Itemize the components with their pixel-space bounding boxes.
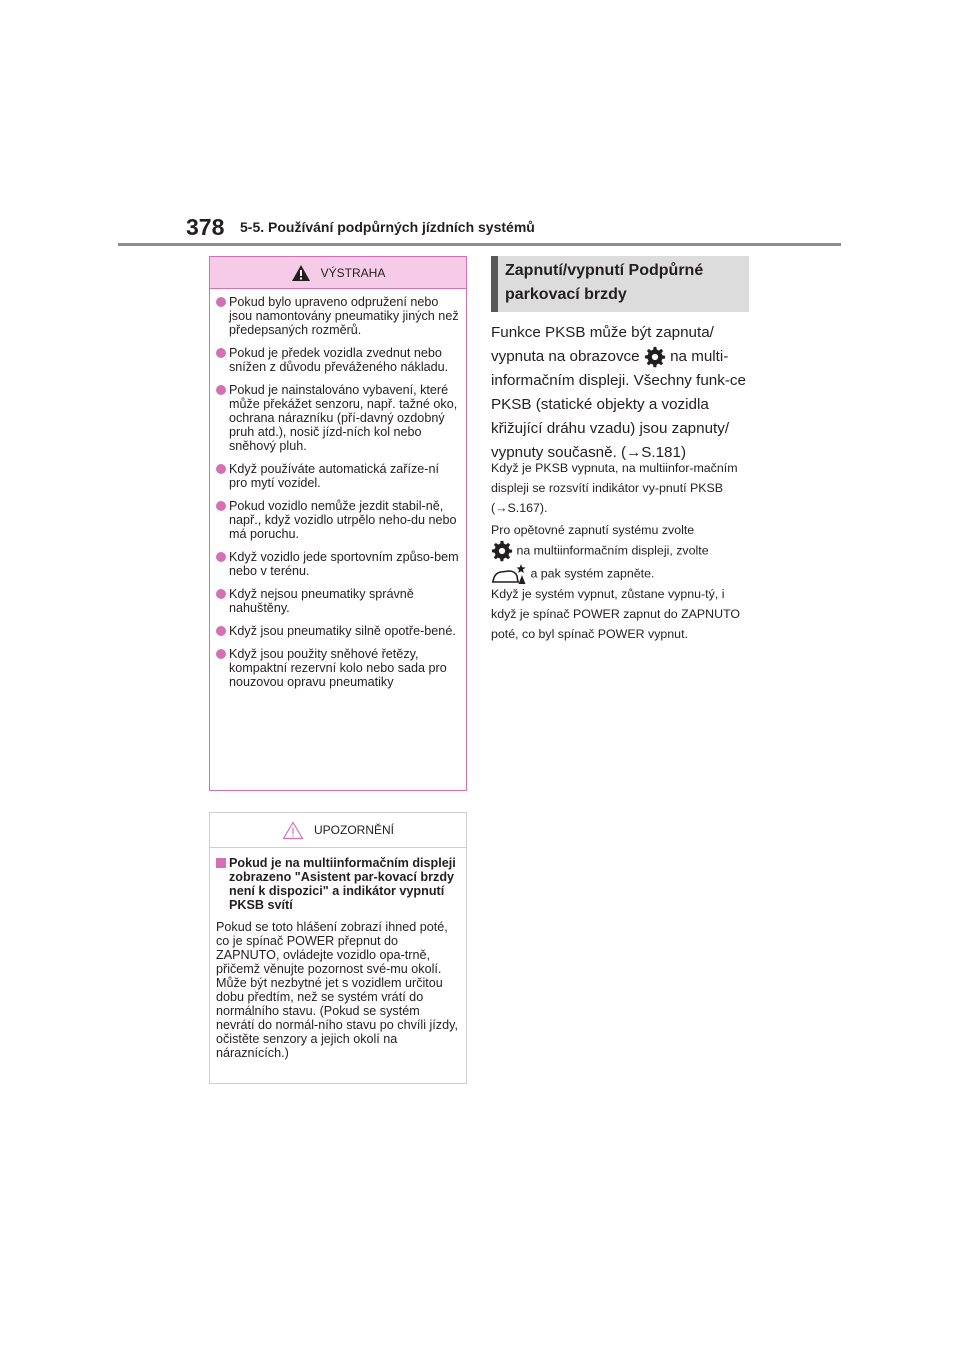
section-title: 5-5. Používání podpůrných jízdních systémů xyxy=(240,219,535,235)
paragraph-power-state: Když je systém vypnut, zůstane vypnu-tý, i když je spínač POWER zapnut do ZAPNUTO poté, co byl spínač POWER vypnut. xyxy=(491,587,741,641)
caution-triangle-icon xyxy=(282,821,304,840)
notice-box xyxy=(209,812,467,1084)
list-item: Pokud je předek vozidla zvednut nebo snížen z důvodu převáženého nákladu. xyxy=(216,346,460,374)
bullet-icon xyxy=(216,589,226,599)
warning-box xyxy=(209,256,467,791)
bullet-icon xyxy=(216,649,226,659)
list-item: Když používáte automatická zaříze-ní pro mytí vozidel. xyxy=(216,462,460,490)
gear-icon xyxy=(491,540,513,562)
heading-bar xyxy=(491,256,498,312)
bullet-icon xyxy=(216,552,226,562)
paragraph-reenable: Pro opětovné zapnutí systému zvolte na multiinformačním displeji, zvolte a pak systém zapněte. xyxy=(491,520,753,586)
header-rule xyxy=(118,243,841,246)
bullet-icon xyxy=(216,464,226,474)
gear-icon xyxy=(644,346,666,368)
list-item: Když jsou pneumatiky silně opotře-bené. xyxy=(216,624,460,638)
list-item: Pokud je nainstalováno vybavení, které může překážet senzoru, např. tažné oko, ochrana nárazníku (pří-davný ozdobný pruh atd.), nosič jízd-ních kol nebo sněhový pluh. xyxy=(216,383,460,453)
list-item: Když nejsou pneumatiky správně nahuštěny. xyxy=(216,587,460,615)
notice-heading: Pokud je na multiinformačním displeji zobrazeno "Asistent par-kovací brzdy není k dispozici" a indikátor vypnutí PKSB svítí xyxy=(216,856,460,912)
list-item: Když jsou použity sněhové řetězy, kompaktní rezervní kolo nebo sada pro nouzovou opravu pneumatiky xyxy=(216,647,460,689)
warning-list xyxy=(210,289,466,689)
notice-paragraph: Pokud se toto hlášení zobrazí ihned poté, co je spínač POWER přepnut do ZAPNUTO, ovládejte vozidlo opa-trně, přičemž věnujte pozornost své-mu okolí. Může být nezbytné jet s vozidlem určitou dobu předtím, než se systém vrátí do normálního stavu. (Pokud se systém nevrátí do normál-ního stavu po chvíli jízdy, očistěte senzory a jejich okolí na náraznících.) xyxy=(216,920,458,1060)
section-heading-text: Zapnutí/vypnutí Podpůrné parkovací brzdy xyxy=(505,262,704,303)
notice-body xyxy=(210,848,466,1060)
list-item: Pokud vozidlo nemůže jezdit stabil-ně, např., když vozidlo utrpělo neho-du nebo má poruchu. xyxy=(216,499,460,541)
main-paragraph: Funkce PKSB může být zapnuta/ vypnuta na obrazovce na multi-informačním displeji. Všechny funk-ce PKSB (statické objekty a vozidla křižující dráhu vzadu) jsou zapnuty/ vypnuty současně. (→S.181) xyxy=(491,324,746,461)
warning-header xyxy=(210,257,466,289)
bullet-icon xyxy=(216,385,226,395)
warning-title: VÝSTRAHA xyxy=(320,265,386,280)
notice-title: UPOZORNĚNÍ xyxy=(313,823,394,837)
bullet-icon xyxy=(216,297,226,307)
bullet-icon xyxy=(216,626,226,636)
square-bullet-icon xyxy=(216,858,226,868)
warning-triangle-icon xyxy=(291,264,311,282)
bullet-icon xyxy=(216,348,226,358)
notice-header xyxy=(210,813,466,848)
page-number: 378 xyxy=(186,214,225,240)
paragraph-pksb-off: Když je PKSB vypnuta, na multiinfor-mačním displeji se rozsvítí indikátor vy-pnutí PKSB (→S.167). xyxy=(491,461,738,515)
car-sensor-icon xyxy=(491,562,527,586)
list-item: Pokud bylo upraveno odpružení nebo jsou namontovány pneumatiky jiných než předepsaných rozměrů. xyxy=(216,295,460,337)
list-item: Když vozidlo jede sportovním způso-bem nebo v terénu. xyxy=(216,550,460,578)
section-heading xyxy=(491,256,749,312)
bullet-icon xyxy=(216,501,226,511)
